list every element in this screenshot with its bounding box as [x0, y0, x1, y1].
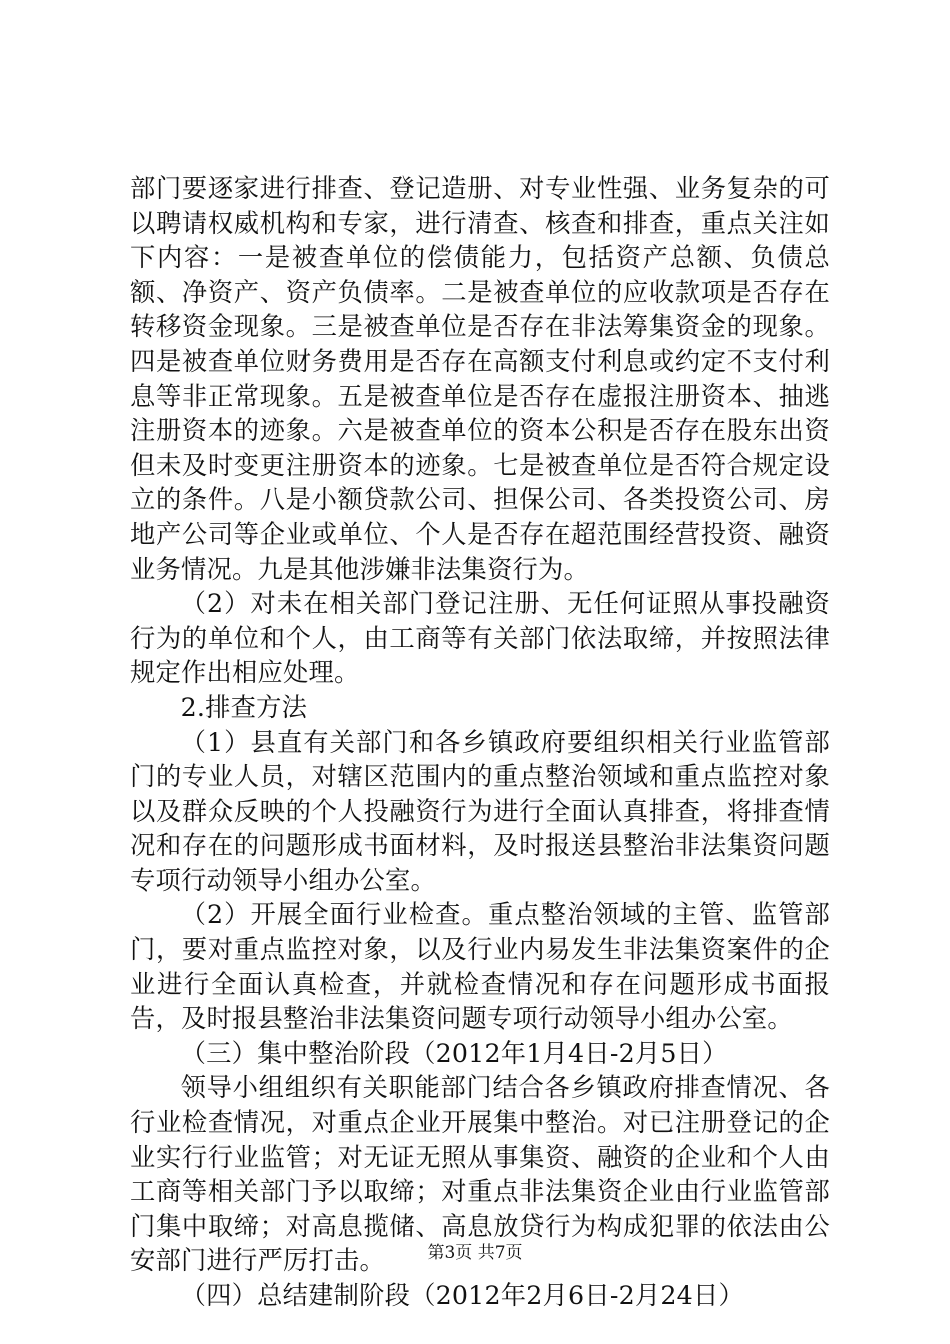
paragraph-unregistered-entities: （2）对未在相关部门登记注册、无任何证照从事投融资行为的单位和个人，由工商等有关部门依法取缔，并按照法律规定作出相应处理。 [130, 589, 830, 688]
paragraph-inspection-content: 部门要逐家进行排查、登记造册、对专业性强、业务复杂的可以聘请权威机构和专家，进行清查、核查和排查，重点关注如下内容：一是被查单位的偿债能力，包括资产总额、负债总额、净资产、资产负债率。二是被查单位的应收款项是否存在转移资金现象。三是被查单位是否存在非法筹集资金的现象。四是被查单位财务费用是否存在高额支付利息或约定不支付利息等非正常现象。五是被查单位是否存在虚报注册资本、抽逃注册资本的迹象。六是被查单位的资本公积是否存在股东出资但未及时变更注册资本的迹象。七是被查单位是否符合规定设立的条件。八是小额贷款公司、担保公司、各类投资公司、房地产公司等企业或单位、个人是否存在超范围经营投资、融资业务情况。九是其他涉嫌非法集资行为。 [130, 174, 830, 584]
document-body [130, 172, 830, 1314]
paragraph-method-1: （1）县直有关部门和各乡镇政府要组织相关行业监管部门的专业人员，对辖区范围内的重点整治领域和重点监控对象以及群众反映的个人投融资行为进行全面认真排查，将排查情况和存在的问题形成书面材料，及时报送县整治非法集资问题专项行动领导小组办公室。 [130, 727, 830, 895]
section-heading-phase-4: （四）总结建制阶段（2012年2月6日-2月24日） [180, 1281, 744, 1310]
section-heading-inspection-method: 2.排查方法 [180, 692, 308, 722]
page-number-footer: 第3页 共7页 [427, 1243, 523, 1263]
section-heading-phase-3: （三）集中整治阶段（2012年1月4日-2月5日） [180, 1038, 728, 1068]
paragraph-method-2: （2）开展全面行业检查。重点整治领域的主管、监管部门，要对重点监控对象，以及行业内易发生非法集资案件的企业进行全面认真检查，并就检查情况和存在问题形成书面报告，及时报县整治非法集资问题专项行动领导小组办公室。 [130, 900, 830, 1034]
paragraph-phase-3-content: 领导小组组织有关职能部门结合各乡镇政府排查情况、各行业检查情况，对重点企业开展集中整治。对已注册登记的企业实行行业监管；对无证无照从事集资、融资的企业和个人由工商等相关部门予以取缔；对重点非法集资企业由行业监管部门集中取缔；对高息揽储、高息放贷行为构成犯罪的依法由公安部门进行严厉打击。 [130, 1073, 830, 1276]
